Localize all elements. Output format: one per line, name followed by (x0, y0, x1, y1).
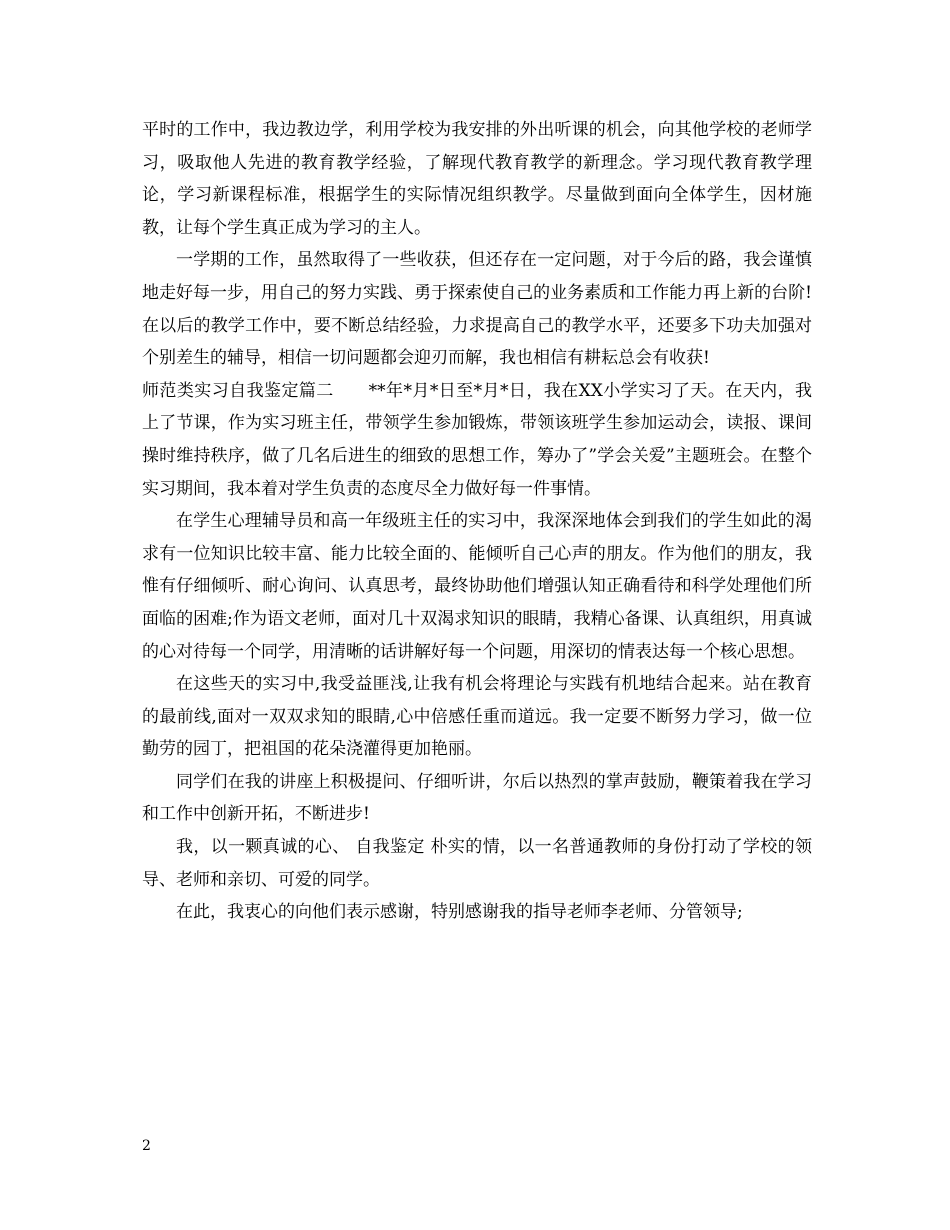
paragraph-6: 同学们在我的讲座上积极提问、仔细听讲，尔后以热烈的掌声鼓励，鞭策着我在学习和工作中创新开拓，不断进步! (142, 771, 812, 825)
page-number: 2 (142, 1138, 151, 1154)
paragraph-8: 在此，我衷心的向他们表示感谢，特别感谢我的指导老师李老师、分管领导; (176, 902, 743, 923)
paragraph-7: 我，以一颗真诚的心、 自我鉴定 朴实的情，以一名普通教师的身份打动了学校的领导、老师和亲切、可爱的同学。 (142, 837, 812, 890)
paragraph-1: 平时的工作中，我边教边学，利用学校为我安排的外出听课的机会，向其他学校的老师学习，吸取他人先进的教育教学经验，了解现代教育教学的新理念。学习现代教育教学理论，学习新课程标准，根据学生的实际情况组织教学。尽量做到面向全体学生，因材施教，让每个学生真正成为学习的主人。 (142, 120, 812, 238)
paragraph-4: 在学生心理辅导员和高一年级班主任的实习中，我深深地体会到我们的学生如此的渴求有一位知识比较丰富、能力比较全面的、能倾听自己心声的朋友。作为他们的朋友，我惟有仔细倾听、耐心询问、认真思考，最终协助他们增强认知正确看待和科学处理他们所面临的困难;作为语文老师，面对几十双渴求知识的眼睛，我精心备课、认真组织，用真诚的心对待每一个同学，用清晰的话讲解好每一个问题，用深切的情表达每一个核心思想。 (142, 511, 812, 662)
paragraph-3: 师范类实习自我鉴定篇二 **年*月*日至*月*日，我在XX小学实习了天。在天内，我上了节课，作为实习班主任，带领学生参加锻炼，带领该班学生参加运动会，读报、课间操时维持秩序，做了几名后进生的细致的思想工作，筹办了”学会关爱”主题班会。在整个实习期间，我本着对学生负责的态度尽全力做好每一件事情。 (142, 380, 812, 499)
document-body (142, 114, 812, 929)
paragraph-5: 在这些天的实习中,我受益匪浅,让我有机会将理论与实践有机地结合起来。站在教育的最前线,面对一双双求知的眼睛,心中倍感任重而道远。我一定要不断努力学习，做一位勤劳的园丁，把祖国的花朵浇灌得更加艳丽。 (142, 674, 812, 760)
paragraph-2: 一学期的工作，虽然取得了一些收获，但还存在一定问题，对于今后的路，我会谨慎地走好每一步，用自己的努力实践、勇于探索使自己的业务素质和工作能力再上新的台阶!在以后的教学工作中，要不断总结经验，力求提高自己的教学水平，还要多下功夫加强对个别差生的辅导，相信一切问题都会迎刃而解，我也相信有耕耘总会有收获! (142, 250, 812, 369)
